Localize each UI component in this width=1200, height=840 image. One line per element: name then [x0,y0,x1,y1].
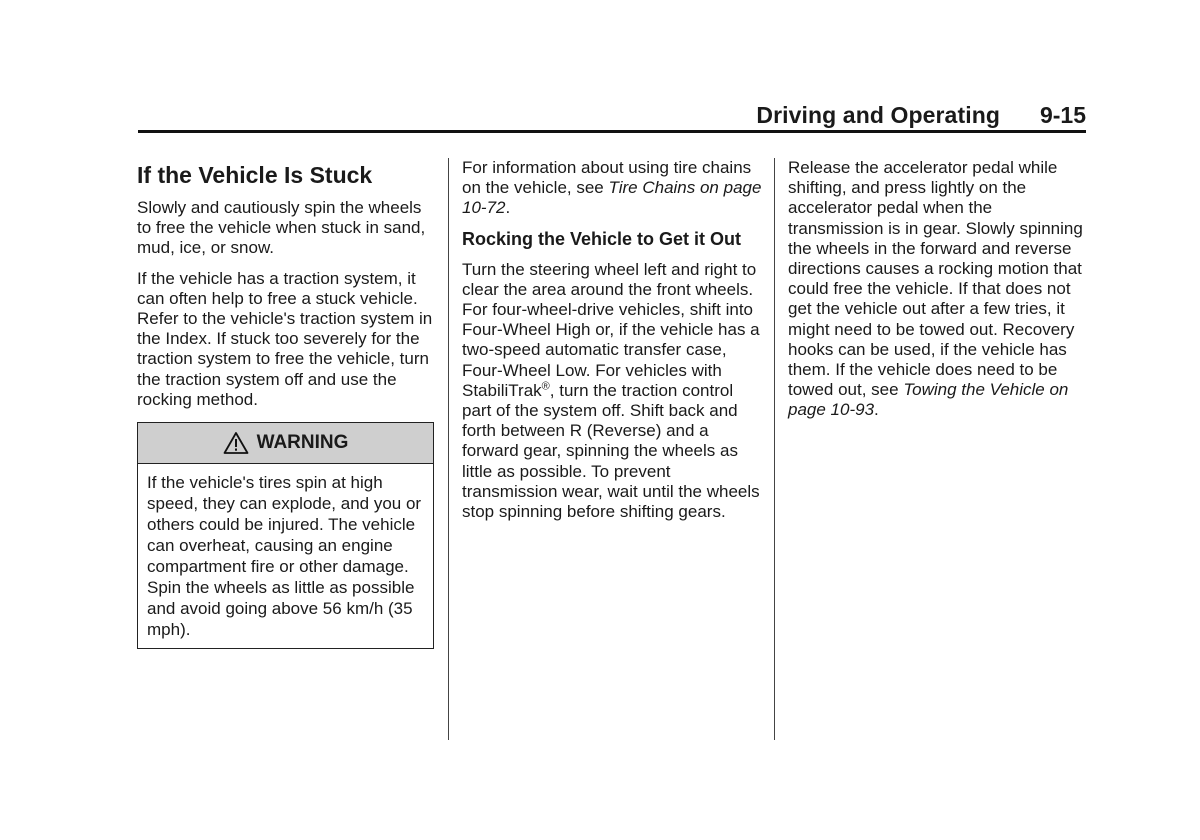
warning-header [138,423,433,464]
section-heading: If the Vehicle Is Stuck [137,162,373,188]
paragraph: If the vehicle has a traction system, it can often help to free a stuck vehicle. Refer to the vehicle's traction system in the Index. If stuck too severely for the traction system to free the vehicle, turn the traction system off and use the rocking method. [137,268,433,409]
page-number: 9-15 [1039,102,1086,128]
paragraph-text: Release the accelerator pedal while shifting, and press lightly on the accelerator pedal when the transmission is in gear. Slowly spinning the wheels in the forward and reverse directions causes a rocking motion that could free the vehicle. If that does not get the vehicle out after a few tries, it might need to be towed out. Recovery hooks can be used, if the vehicle has them. If the vehicle does need to be towed out, see [788,158,1083,400]
warning-triangle-icon [223,431,249,455]
column-divider-2 [774,158,775,740]
page-header [138,98,1086,133]
column-divider-1 [448,158,449,740]
warning-text: If the vehicle's tires spin at high speed, they can explode, and you or others could be injured. The vehicle can overheat, causing an engine compartment fire or other damage. Spin the wheels as little as possible and avoid going above 56 km/h (35 mph). [147,473,422,640]
warning-box [137,422,434,649]
column-2 [462,158,762,532]
section-title-header: Driving and Operating [756,102,1000,128]
column-3 [788,158,1088,431]
warning-label: WARNING [256,432,349,454]
paragraph-end: . [505,198,511,218]
cross-reference-link[interactable]: Tire Chains on page 10-72 [462,178,762,218]
paragraph [462,158,762,219]
paragraph [462,260,762,523]
paragraph-end: . [874,400,879,420]
paragraph-text: For information about using tire chains on the vehicle, see [462,158,752,198]
cross-reference-link[interactable]: Towing the Vehicle on page 10-93 [788,380,1069,420]
column-1 [137,158,437,649]
subsection-heading: Rocking the Vehicle to Get it Out [462,228,742,249]
paragraph: Slowly and cautiously spin the wheels to free the vehicle when stuck in sand, mud, ice, or snow. [137,198,426,258]
paragraph-text: Turn the steering wheel left and right to clear the area around the front wheels. For four-wheel-drive vehicles, shift into Four-Wheel High or, if the vehicle has a two-speed automatic transfer case, Four-Wheel Low. For vehicles with StabiliTrak [462,259,760,400]
paragraph-text-continued: , turn the traction control part of the system off. Shift back and forth between R (Reverse) and a forward gear, spinning the wheels as little as possible. To prevent transmission wear, wait until the wheels stop spinning before shifting gears. [462,380,760,522]
registered-mark: ® [541,380,550,393]
paragraph [788,158,1088,421]
